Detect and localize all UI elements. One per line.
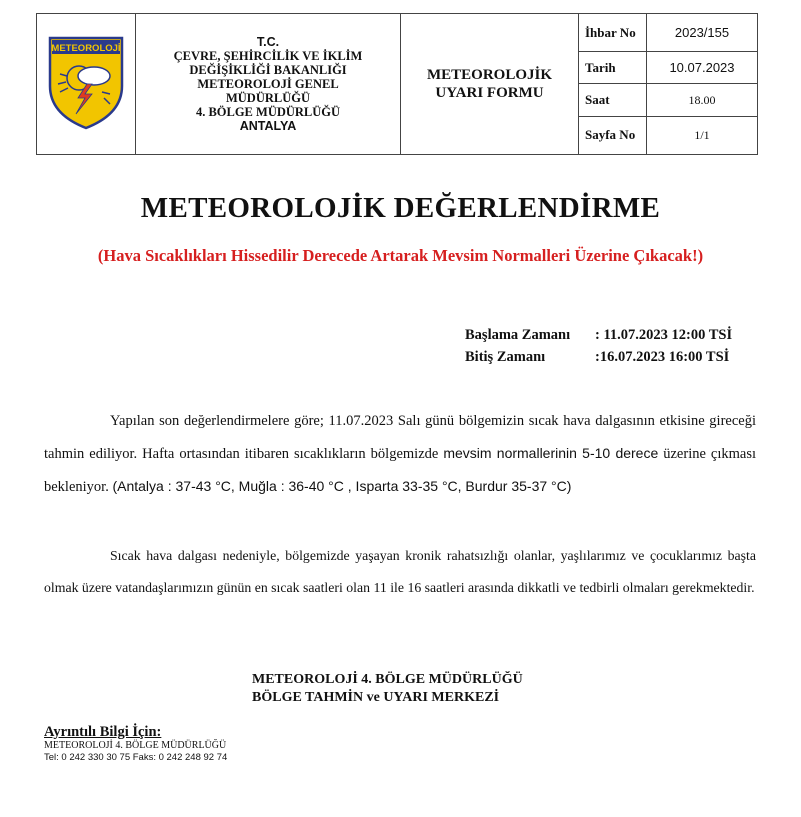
time-value: 18.00	[647, 84, 758, 116]
date-label: Tarih	[579, 52, 647, 84]
form-title-line-2: UYARI FORMU	[435, 85, 544, 101]
notice-no-value: 2023/155	[647, 14, 758, 52]
page-title: METEOROLOJİK DEĞERLENDİRME	[140, 192, 661, 224]
org-line-ministry-2: DEĞİŞİKLİĞİ BAKANLIĞI	[189, 63, 347, 77]
contact-phone: Tel: 0 242 330 30 75 Faks: 0 242 248 92 74	[44, 752, 228, 763]
org-line-ministry-1: ÇEVRE, ŞEHİRCİLİK VE İKLİM	[173, 49, 363, 63]
assessment-paragraph	[44, 405, 756, 503]
org-line-tc: T.C.	[256, 35, 280, 49]
signature-line-1: METEOROLOJİ 4. BÖLGE MÜDÜRLÜĞÜ	[252, 672, 523, 687]
temperature-ranges: (Antalya : 37-43 °C, Muğla : 36-40 °C , Isparta 33-35 °C, Burdur 35-37 °C)	[112, 478, 572, 494]
contact-org: METEOROLOJİ 4. BÖLGE MÜDÜRLÜĞÜ	[44, 740, 227, 751]
org-line-city: ANTALYA	[239, 119, 297, 133]
end-time-row	[465, 346, 732, 368]
meteoroloji-logo	[46, 34, 126, 130]
form-title-line-1: METEOROLOJİK	[426, 67, 553, 83]
notice-no-label: İhbar No	[579, 14, 647, 52]
warning-subtitle: (Hava Sıcaklıkları Hissedilir Derecede Artarak Mevsim Normalleri Üzerine Çıkacak!)	[97, 246, 704, 265]
validity-times	[465, 324, 732, 368]
organization-block	[136, 14, 401, 155]
start-time-value: : 11.07.2023 12:00 TSİ	[595, 327, 733, 343]
start-time-label: Başlama Zamanı	[465, 327, 571, 343]
header-table	[36, 13, 758, 155]
page-no-value: 1/1	[647, 116, 758, 154]
logo-cell	[37, 14, 136, 155]
assessment-text-normals: mevsim normallerinin 5-10 derece	[443, 445, 659, 461]
contact-info	[44, 724, 227, 764]
time-label: Saat	[579, 84, 647, 116]
end-time-label: Bitiş Zamanı	[465, 349, 546, 365]
assessment-text-1: Yapılan son değerlendirmelere göre; 11.07.2023 Salı günü bölgemizin sıcak hava dalgasının etkisine gireceği tahmin ediliyor. Hafta ortasından itibaren sıcaklıkların bölgemizde	[44, 413, 756, 462]
end-time-value: :16.07.2023 16:00 TSİ	[595, 349, 730, 365]
signature-line-2: BÖLGE TAHMİN ve UYARI MERKEZİ	[252, 690, 500, 705]
assessment-text-2: üzerine çıkması bekleniyor.	[44, 446, 757, 495]
signature-block	[252, 671, 523, 707]
form-title	[401, 14, 579, 155]
start-time-row	[465, 324, 732, 346]
page-no-label: Sayfa No	[579, 116, 647, 154]
contact-heading: Ayrıntılı Bilgi İçin:	[44, 724, 162, 740]
date-value: 10.07.2023	[647, 52, 758, 84]
org-line-directorate-1: METEOROLOJİ GENEL	[197, 77, 339, 91]
org-line-directorate-2: MÜDÜRLÜĞÜ	[225, 91, 311, 105]
advice-paragraph: Sıcak hava dalgası nedeniyle, bölgemizde yaşayan kronik rahatsızlığı olanlar, yaşlılarımız ve çocuklarımız başta olmak üzere vatandaşlarımızın günün en sıcak saatleri olan 11 ile 16 saatleri arasında dikkatli ve tedbirli olmaları gerekmektedir.	[44, 548, 756, 595]
org-line-region: 4. BÖLGE MÜDÜRLÜĞÜ	[195, 105, 341, 119]
logo-lettering: METEOROLOJİ	[51, 42, 121, 54]
